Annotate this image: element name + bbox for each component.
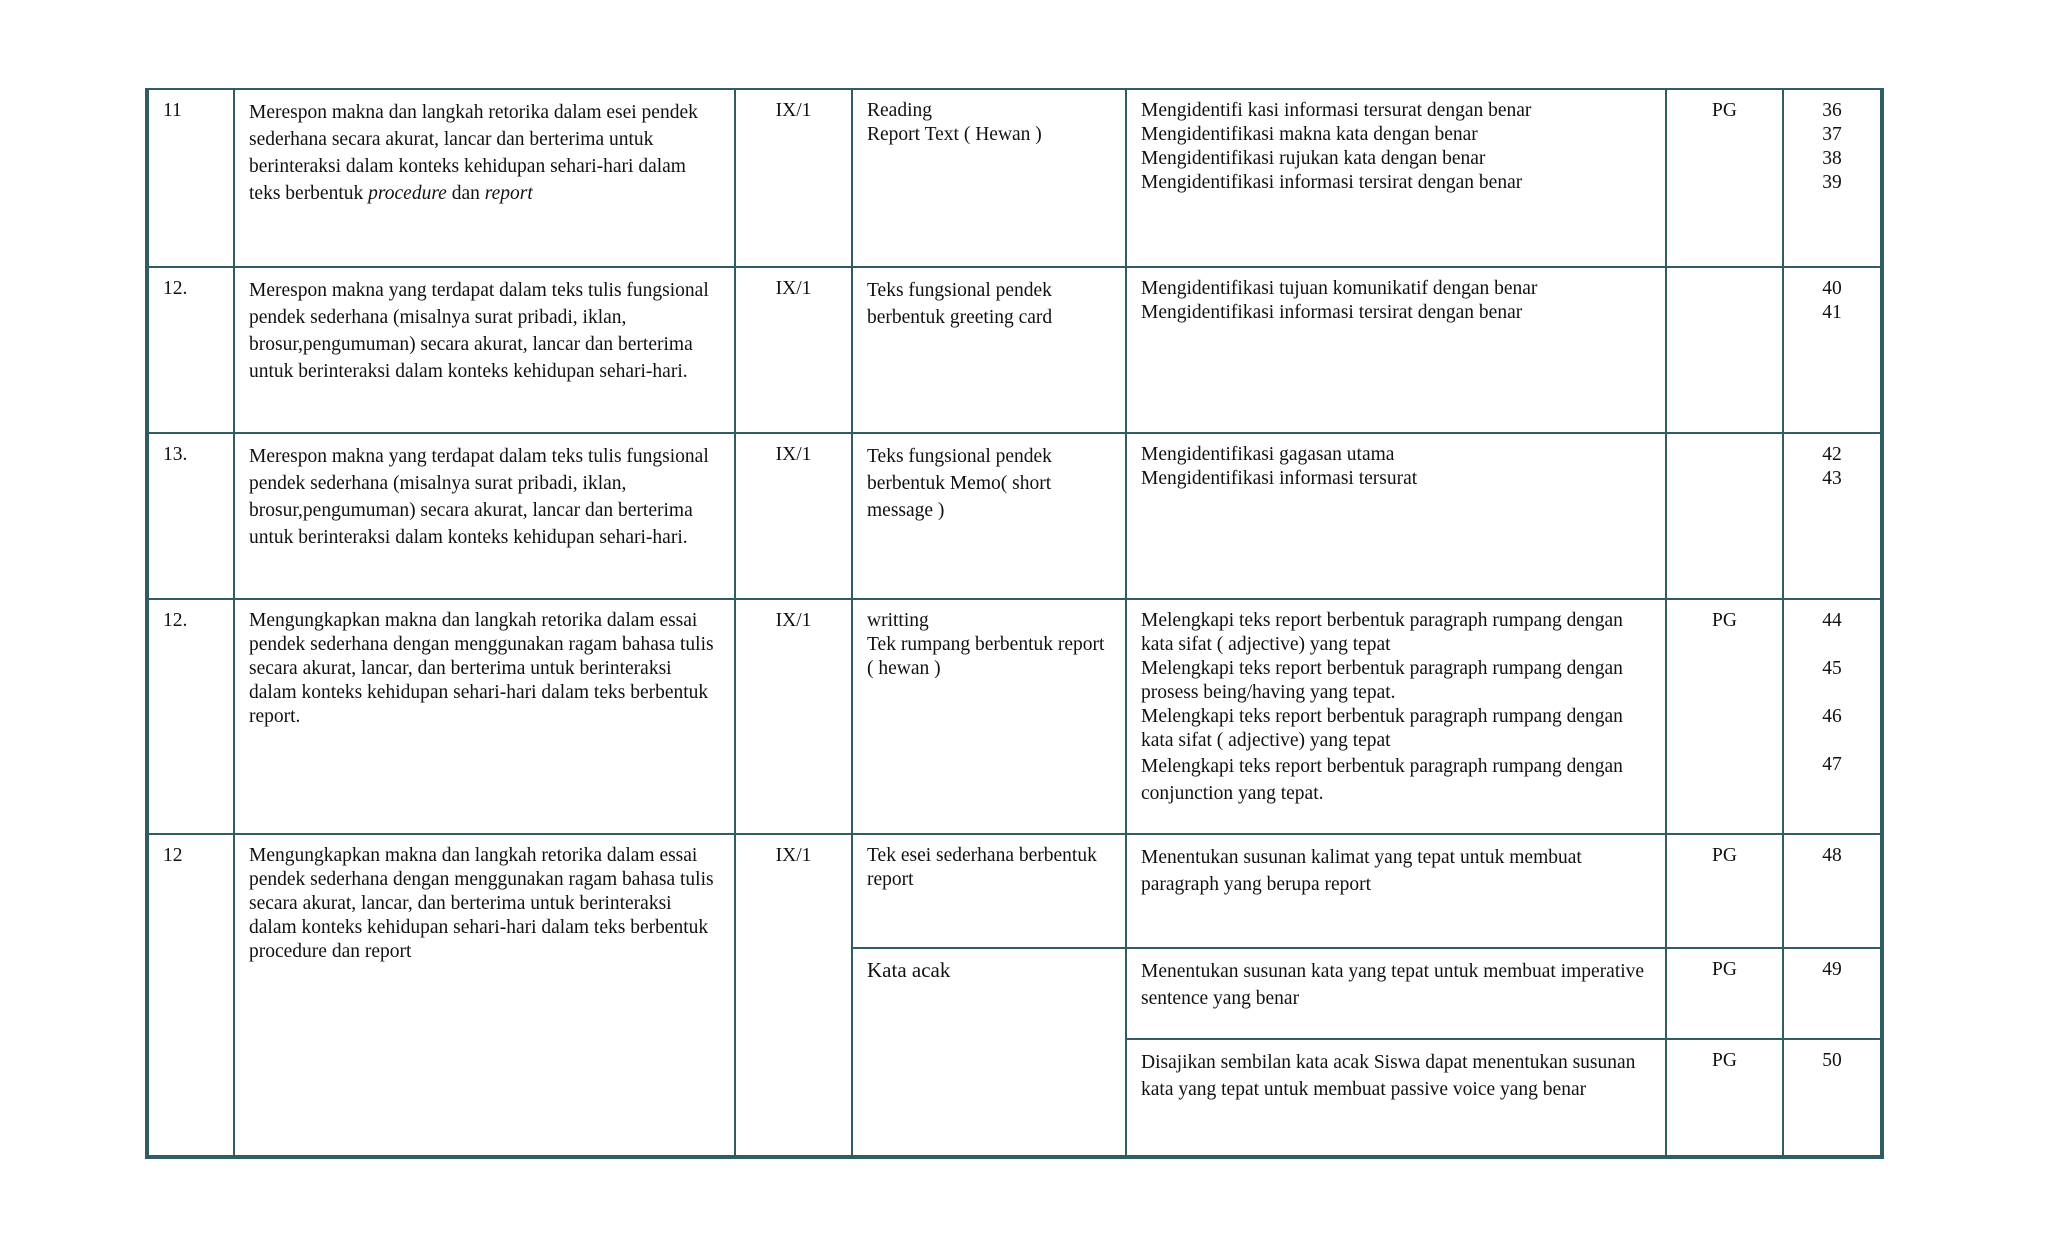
material: writting Tek rumpang berbentuk report ( hewan ) [852, 599, 1126, 834]
row-number: 12 [147, 834, 234, 1157]
question-form: PG [1666, 948, 1783, 1039]
question-numbers: 42 43 [1783, 433, 1882, 599]
indicators: Melengkapi teks report berbentuk paragraph rumpang dengan kata sifat ( adjective) yang tepat Melengkapi teks report berbentuk paragraph rumpang dengan prosess being/having yang tepat. Melengkapi teks report berbentuk paragraph rumpang dengan kata sifat ( adjective) yang tepat Melengkapi teks report berbentuk paragraph rumpang dengan conjunction yang tepat. [1126, 599, 1666, 834]
competency-standard: Merespon makna yang terdapat dalam teks tulis fungsional pendek sederhana (misalnya surat pribadi, iklan, brosur,pengumuman) secara akurat, lancar dan berterima untuk berinteraksi dalam konteks kehidupan sehari-hari. [234, 267, 735, 433]
indicators: Mengidentifikasi tujuan komunikatif dengan benar Mengidentifikasi informasi tersirat dengan benar [1126, 267, 1666, 433]
row-number: 12. [147, 599, 234, 834]
indicators: Mengidentifikasi gagasan utama Mengidentifikasi informasi tersurat [1126, 433, 1666, 599]
competency-standard: Merespon makna dan langkah retorika dalam esei pendek sederhana secara akurat, lancar dan berterima untuk berinteraksi dalam konteks kehidupan sehari-hari dalam teks berbentuk procedure dan report [234, 89, 735, 267]
question-form [1666, 433, 1783, 599]
indicator: Menentukan susunan kata yang tepat untuk membuat imperative sentence yang benar [1126, 948, 1666, 1039]
class-semester: IX/1 [735, 834, 852, 1157]
table-row [147, 89, 1882, 267]
material: Teks fungsional pendek berbentuk greeting card [852, 267, 1126, 433]
question-form: PG [1666, 599, 1783, 834]
question-numbers: 44 45 46 47 [1783, 599, 1882, 834]
row-number: 12. [147, 267, 234, 433]
question-numbers: 40 41 [1783, 267, 1882, 433]
question-form: PG [1666, 834, 1783, 948]
question-form: PG [1666, 89, 1783, 267]
class-semester: IX/1 [735, 433, 852, 599]
question-number: 50 [1783, 1039, 1882, 1157]
row-number: 11 [147, 89, 234, 267]
material: Teks fungsional pendek berbentuk Memo( short message ) [852, 433, 1126, 599]
indicators: Mengidentifi kasi informasi tersurat dengan benar Mengidentifikasi makna kata dengan benar Mengidentifikasi rujukan kata dengan benar Mengidentifikasi informasi tersirat dengan benar [1126, 89, 1666, 267]
question-form: PG [1666, 1039, 1783, 1157]
question-number: 48 [1783, 834, 1882, 948]
exam-grid-table [145, 88, 1884, 1159]
competency-standard: Mengungkapkan makna dan langkah retorika dalam essai pendek sederhana dengan menggunakan ragam bahasa tulis secara akurat, lancar, dan berterima untuk berinteraksi dalam konteks kehidupan sehari-hari dalam teks berbentuk report. [234, 599, 735, 834]
competency-standard: Mengungkapkan makna dan langkah retorika dalam essai pendek sederhana dengan menggunakan ragam bahasa tulis secara akurat, lancar, dan berterima untuk berinteraksi dalam konteks kehidupan sehari-hari dalam teks berbentuk procedure dan report [234, 834, 735, 1157]
class-semester: IX/1 [735, 89, 852, 267]
indicator: Disajikan sembilan kata acak Siswa dapat menentukan susunan kata yang tepat untuk membuat passive voice yang benar [1126, 1039, 1666, 1157]
table-row [147, 267, 1882, 433]
material: Tek esei sederhana berbentuk report [852, 834, 1126, 948]
class-semester: IX/1 [735, 267, 852, 433]
indicator: Menentukan susunan kalimat yang tepat untuk membuat paragraph yang berupa report [1126, 834, 1666, 948]
question-numbers: 36 37 38 39 [1783, 89, 1882, 267]
material: Kata acak [852, 948, 1126, 1157]
row-number: 13. [147, 433, 234, 599]
question-form [1666, 267, 1783, 433]
table-row [147, 433, 1882, 599]
table-row [147, 599, 1882, 834]
class-semester: IX/1 [735, 599, 852, 834]
table-row [147, 834, 1882, 948]
competency-standard: Merespon makna yang terdapat dalam teks tulis fungsional pendek sederhana (misalnya surat pribadi, iklan, brosur,pengumuman) secara akurat, lancar dan berterima untuk berinteraksi dalam konteks kehidupan sehari-hari. [234, 433, 735, 599]
question-number: 49 [1783, 948, 1882, 1039]
material: Reading Report Text ( Hewan ) [852, 89, 1126, 267]
